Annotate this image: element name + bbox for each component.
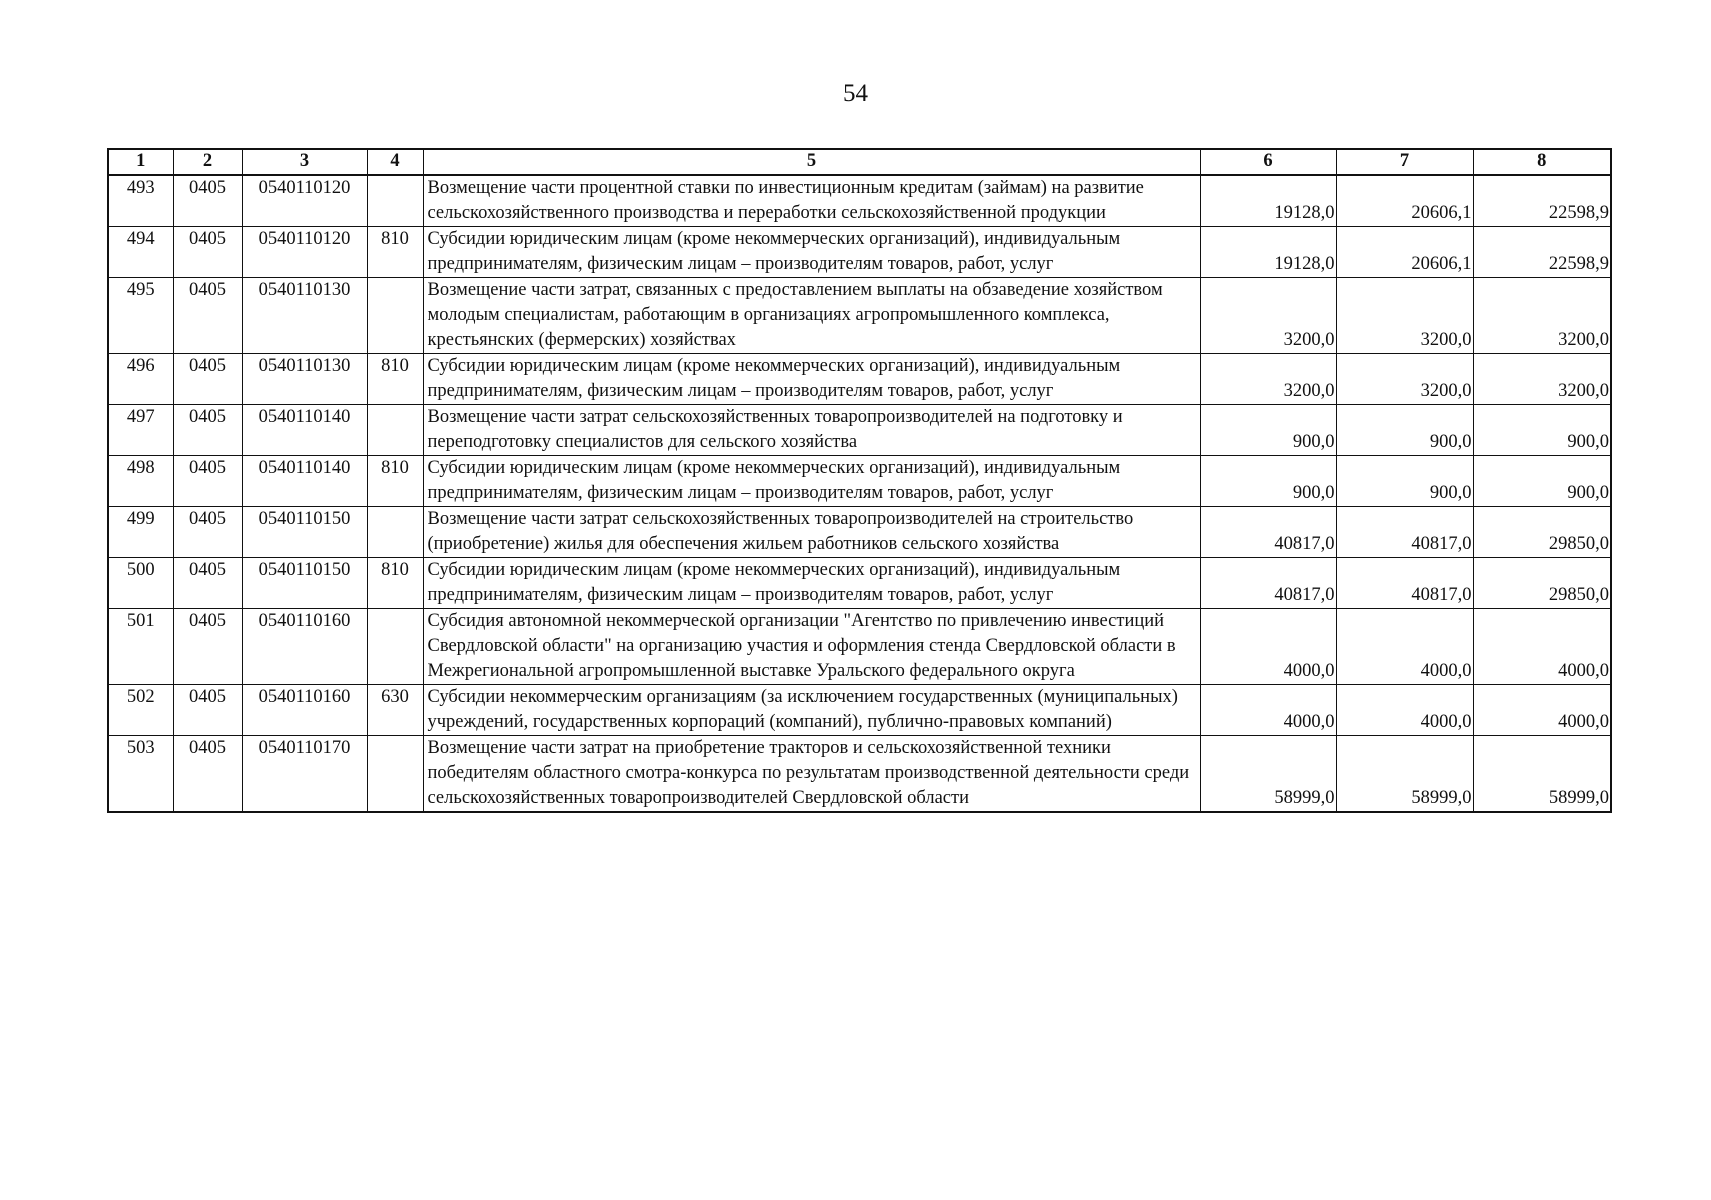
expense-type-cell: 810 xyxy=(367,354,423,405)
target-code-cell: 0540110140 xyxy=(242,456,367,507)
target-code-cell: 0540110160 xyxy=(242,609,367,685)
expense-type-cell: 810 xyxy=(367,227,423,278)
section-code-cell: 0405 xyxy=(173,609,242,685)
table-row xyxy=(108,456,1611,507)
description-cell: Возмещение части затрат сельскохозяйственных товаропроизводителей на строительство (приобретение) жилья для обеспечения жильем работников сельского хозяйства xyxy=(423,507,1200,558)
row-number-cell: 493 xyxy=(108,175,173,227)
expense-type-cell: 630 xyxy=(367,685,423,736)
amount-col-8-cell: 900,0 xyxy=(1473,405,1611,456)
target-code-cell: 0540110160 xyxy=(242,685,367,736)
section-code-cell: 0405 xyxy=(173,456,242,507)
row-number-cell: 500 xyxy=(108,558,173,609)
target-code-cell: 0540110140 xyxy=(242,405,367,456)
section-code-cell: 0405 xyxy=(173,685,242,736)
row-number-cell: 499 xyxy=(108,507,173,558)
section-code-cell: 0405 xyxy=(173,736,242,813)
amount-col-6-cell: 4000,0 xyxy=(1200,609,1336,685)
description-cell: Возмещение части затрат на приобретение тракторов и сельскохозяйственной техники победителям областного смотра-конкурса по результатам производственной деятельности среди сельскохозяйственных товаропроизводителей Свердловской области xyxy=(423,736,1200,813)
amount-col-7-cell: 40817,0 xyxy=(1336,507,1473,558)
amount-col-6-cell: 40817,0 xyxy=(1200,507,1336,558)
amount-col-6-cell: 19128,0 xyxy=(1200,227,1336,278)
page-number: 54 xyxy=(843,80,868,107)
expense-type-cell: 810 xyxy=(367,456,423,507)
row-number-cell: 495 xyxy=(108,278,173,354)
header-col-1: 1 xyxy=(108,149,173,175)
section-code-cell: 0405 xyxy=(173,175,242,227)
amount-col-6-cell: 3200,0 xyxy=(1200,354,1336,405)
table-row xyxy=(108,405,1611,456)
description-cell: Возмещение части процентной ставки по инвестиционным кредитам (займам) на развитие сельскохозяйственного производства и переработки сельскохозяйственной продукции xyxy=(423,175,1200,227)
target-code-cell: 0540110120 xyxy=(242,227,367,278)
amount-col-8-cell: 4000,0 xyxy=(1473,685,1611,736)
amount-col-7-cell: 40817,0 xyxy=(1336,558,1473,609)
description-cell: Субсидии некоммерческим организациям (за исключением государственных (муниципальных) учреждений, государственных корпораций (компаний), публично-правовых компаний) xyxy=(423,685,1200,736)
amount-col-7-cell: 4000,0 xyxy=(1336,685,1473,736)
expense-type-cell xyxy=(367,609,423,685)
amount-col-6-cell: 40817,0 xyxy=(1200,558,1336,609)
header-col-7: 7 xyxy=(1336,149,1473,175)
amount-col-6-cell: 900,0 xyxy=(1200,456,1336,507)
table-row xyxy=(108,354,1611,405)
expense-type-cell xyxy=(367,278,423,354)
expense-type-cell xyxy=(367,405,423,456)
expense-type-cell xyxy=(367,507,423,558)
table-row xyxy=(108,507,1611,558)
amount-col-8-cell: 3200,0 xyxy=(1473,278,1611,354)
row-number-cell: 503 xyxy=(108,736,173,813)
amount-col-8-cell: 22598,9 xyxy=(1473,175,1611,227)
target-code-cell: 0540110120 xyxy=(242,175,367,227)
row-number-cell: 497 xyxy=(108,405,173,456)
row-number-cell: 501 xyxy=(108,609,173,685)
table-row xyxy=(108,558,1611,609)
expense-type-cell xyxy=(367,736,423,813)
amount-col-8-cell: 4000,0 xyxy=(1473,609,1611,685)
section-code-cell: 0405 xyxy=(173,278,242,354)
table-row xyxy=(108,278,1611,354)
amount-col-7-cell: 900,0 xyxy=(1336,456,1473,507)
section-code-cell: 0405 xyxy=(173,558,242,609)
description-cell: Возмещение части затрат сельскохозяйственных товаропроизводителей на подготовку и переподготовку специалистов для сельского хозяйства xyxy=(423,405,1200,456)
description-cell: Субсидии юридическим лицам (кроме некоммерческих организаций), индивидуальным предпринимателям, физическим лицам – производителям товаров, работ, услуг xyxy=(423,456,1200,507)
amount-col-8-cell: 900,0 xyxy=(1473,456,1611,507)
target-code-cell: 0540110130 xyxy=(242,278,367,354)
amount-col-8-cell: 3200,0 xyxy=(1473,354,1611,405)
amount-col-6-cell: 4000,0 xyxy=(1200,685,1336,736)
budget-table xyxy=(107,148,1612,813)
section-code-cell: 0405 xyxy=(173,405,242,456)
description-cell: Возмещение части затрат, связанных с предоставлением выплаты на обзаведение хозяйством молодым специалистам, работающим в организациях агропромышленного комплекса, крестьянских (фермерских) хозяйствах xyxy=(423,278,1200,354)
row-number-cell: 502 xyxy=(108,685,173,736)
amount-col-7-cell: 20606,1 xyxy=(1336,227,1473,278)
target-code-cell: 0540110170 xyxy=(242,736,367,813)
description-cell: Субсидии юридическим лицам (кроме некоммерческих организаций), индивидуальным предпринимателям, физическим лицам – производителям товаров, работ, услуг xyxy=(423,558,1200,609)
amount-col-8-cell: 29850,0 xyxy=(1473,507,1611,558)
amount-col-7-cell: 3200,0 xyxy=(1336,278,1473,354)
amount-col-7-cell: 3200,0 xyxy=(1336,354,1473,405)
section-code-cell: 0405 xyxy=(173,227,242,278)
row-number-cell: 496 xyxy=(108,354,173,405)
header-row xyxy=(108,149,1611,175)
table-row xyxy=(108,736,1611,813)
amount-col-7-cell: 4000,0 xyxy=(1336,609,1473,685)
table-row xyxy=(108,175,1611,227)
target-code-cell: 0540110150 xyxy=(242,558,367,609)
amount-col-6-cell: 900,0 xyxy=(1200,405,1336,456)
description-cell: Субсидии юридическим лицам (кроме некоммерческих организаций), индивидуальным предпринимателям, физическим лицам – производителям товаров, работ, услуг xyxy=(423,354,1200,405)
section-code-cell: 0405 xyxy=(173,507,242,558)
table-header xyxy=(108,149,1611,175)
header-col-5: 5 xyxy=(423,149,1200,175)
amount-col-6-cell: 58999,0 xyxy=(1200,736,1336,813)
amount-col-7-cell: 20606,1 xyxy=(1336,175,1473,227)
target-code-cell: 0540110130 xyxy=(242,354,367,405)
header-col-2: 2 xyxy=(173,149,242,175)
target-code-cell: 0540110150 xyxy=(242,507,367,558)
table-row xyxy=(108,227,1611,278)
amount-col-7-cell: 58999,0 xyxy=(1336,736,1473,813)
amount-col-6-cell: 19128,0 xyxy=(1200,175,1336,227)
table-row xyxy=(108,685,1611,736)
header-col-6: 6 xyxy=(1200,149,1336,175)
expense-type-cell xyxy=(367,175,423,227)
amount-col-8-cell: 22598,9 xyxy=(1473,227,1611,278)
description-cell: Субсидия автономной некоммерческой организации "Агентство по привлечению инвестиций Свердловской области" на организацию участия и оформления стенда Свердловской области в Межрегиональной агропромышленной выставке Уральского федерального округа xyxy=(423,609,1200,685)
row-number-cell: 494 xyxy=(108,227,173,278)
amount-col-8-cell: 58999,0 xyxy=(1473,736,1611,813)
header-col-8: 8 xyxy=(1473,149,1611,175)
amount-col-8-cell: 29850,0 xyxy=(1473,558,1611,609)
amount-col-6-cell: 3200,0 xyxy=(1200,278,1336,354)
row-number-cell: 498 xyxy=(108,456,173,507)
table-body xyxy=(108,175,1611,812)
header-col-4: 4 xyxy=(367,149,423,175)
table-row xyxy=(108,609,1611,685)
amount-col-7-cell: 900,0 xyxy=(1336,405,1473,456)
section-code-cell: 0405 xyxy=(173,354,242,405)
header-col-3: 3 xyxy=(242,149,367,175)
expense-type-cell: 810 xyxy=(367,558,423,609)
description-cell: Субсидии юридическим лицам (кроме некоммерческих организаций), индивидуальным предпринимателям, физическим лицам – производителям товаров, работ, услуг xyxy=(423,227,1200,278)
